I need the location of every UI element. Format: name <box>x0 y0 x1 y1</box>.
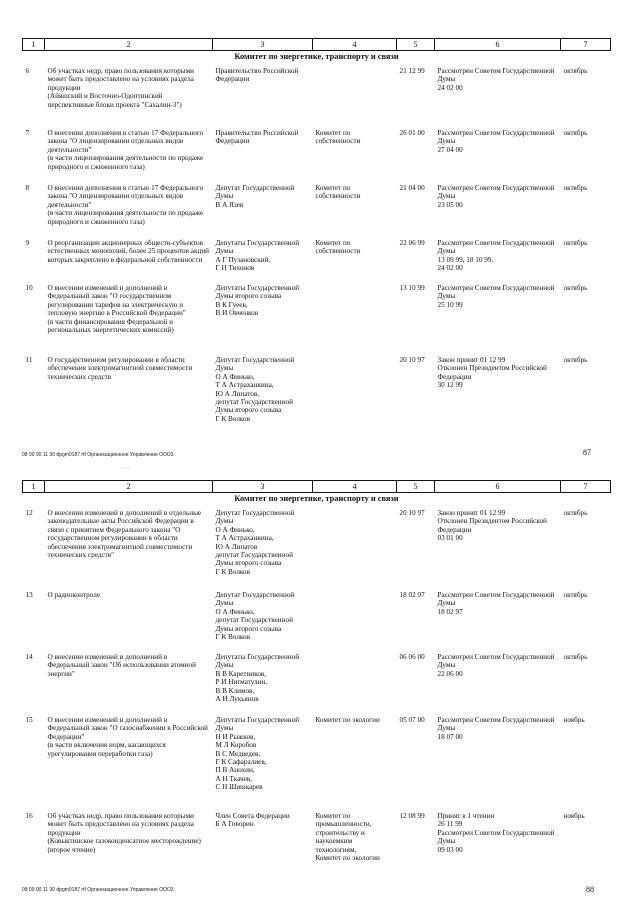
planned-month: ноябрь <box>563 716 585 724</box>
committee-heading: Комитет по энергетике, транспорту и связи <box>234 494 399 503</box>
submission-date: 20 10 97 <box>399 356 425 364</box>
col-header: 6 <box>435 481 561 493</box>
page-footer: 08 09 00 11 30 dpgm0187 rtf Организационное Управление ООО3 <box>22 887 174 893</box>
col-header: 2 <box>45 39 213 51</box>
row-number: 10 <box>25 284 33 292</box>
page-number: 87 <box>583 448 591 457</box>
table-row <box>23 237 611 282</box>
row-number: 12 <box>25 509 33 517</box>
bill-status: Принят в 1 чтении 26 11 99 Рассмотрен Советом Государственной Думы 09 03 00 <box>437 812 555 854</box>
submission-date: 13 10 99 <box>399 284 425 292</box>
planned-month: октябрь <box>563 284 588 292</box>
bill-author: Депутат Государственной Думы В А Язев <box>215 184 295 209</box>
row-number: 6 <box>25 67 30 75</box>
submission-date: 26 01 00 <box>399 129 425 137</box>
bill-status: Рассмотрен Советом Государственной Думы 13 09 99, 18 10 99, 24 02 00 <box>437 239 555 273</box>
co-executor: Комитет по собственности <box>315 129 361 146</box>
table-row <box>23 65 611 127</box>
row-number: 9 <box>25 239 30 247</box>
bill-author: Депутат Государственной Думы О А Финько, Т А Астраханкина, Ю А Липатов депутат Государственной Думы второго созыва Г К Волков <box>215 509 295 576</box>
co-executor <box>313 651 397 714</box>
co-executor <box>313 507 397 589</box>
page-number: 88 <box>586 885 594 894</box>
table-row <box>23 282 611 354</box>
table-row <box>23 651 611 714</box>
bill-status: Закон принят 01 12 99 Отклонен Президентом Российской Федерации 30 12 99 <box>437 356 547 390</box>
bill-author: Депутаты Государственной Думы А Г Пузановский, Г Н Тихонов <box>215 239 300 273</box>
col-header: 1 <box>23 481 45 493</box>
page-footer: 08 09 00 11 30 dpgm0187 rtf Организационное Управление ООО3 <box>22 452 174 458</box>
col-header: 4 <box>313 39 397 51</box>
co-executor: Комитет по промышленности, строительству и наукоемким технологиям, Комитет по экологии <box>315 812 380 863</box>
column-number-header <box>23 39 611 51</box>
table-row <box>23 354 611 438</box>
bill-status: Рассмотрен Советом Государственной Думы 24 02 00 <box>437 67 555 92</box>
bill-author: Депутат Государственной Думы О А Финько, Т А Астраханкина, Ю А Липатов, депутат Государственной Думы второго созыва Г К Волков <box>215 356 295 423</box>
row-number: 13 <box>25 591 33 599</box>
bill-title: Об участках недр, право пользования которыми может быть предоставлено на условиях раздела продукции (Ковыктинское газоконденсатное месторождение) (второе чтение) <box>47 812 201 854</box>
bill-title: О радиоконтроле <box>47 591 101 599</box>
bill-title: О внесении изменений и дополнений в Федеральный закон "О газоснабжении в Российской Федерации" (в части включения норм, касающихся урегулирования переработки газа) <box>47 716 208 758</box>
planned-month: октябрь <box>563 129 588 137</box>
bill-status: Рассмотрен Советом Государственной Думы 22 06 00 <box>437 653 555 678</box>
submission-date: 18 02 97 <box>399 591 425 599</box>
bill-author: Депутат Государственной Думы О А Финько, депутат Государственной Думы второго созыва Г К Волков <box>215 591 295 642</box>
row-number: 16 <box>25 812 33 820</box>
row-number: 11 <box>25 356 33 364</box>
col-header: 3 <box>213 481 313 493</box>
bill-author: Член Совета Федерации Б А Говорин <box>215 812 290 829</box>
planned-month: октябрь <box>563 509 588 517</box>
planned-month: октябрь <box>563 239 588 247</box>
row-number: 7 <box>25 129 30 137</box>
col-header: 1 <box>23 39 45 51</box>
submission-date: 21 12 99 <box>399 67 425 75</box>
bill-status: Рассмотрен Советом Государственной Думы 18 07 00 <box>437 716 555 741</box>
submission-date: 06 06 00 <box>399 653 425 661</box>
bill-title: О государственном регулировании в области обеспечения электромагнитной совместимости технических средств <box>47 356 193 381</box>
bill-title: О внесении изменений и дополнений в Федеральный закон "Об использовании атомной энергии" <box>47 653 196 678</box>
col-header: 7 <box>561 39 611 51</box>
scan-mark: · · · <box>122 466 130 471</box>
bills-table <box>22 480 611 880</box>
bill-title: О внесении дополнения в статью 17 Федерального закона "О лицензировании отдельных видов деятельности" (в части лицензирования деятельности по продаже природного и сжиженного газа) <box>47 129 204 171</box>
planned-month: ноябрь <box>563 812 585 820</box>
bill-author: Депутаты Государственной Думы Н И Рыжков, М Л Коробов В С Медведев, Г К Сафаралиев, П В Анохин, А Н Ткачев, С Н Шишкарев <box>215 716 300 792</box>
col-header: 4 <box>313 481 397 493</box>
submission-date: 20 10 97 <box>399 509 425 517</box>
bill-author: Правительство Российской Федерации <box>215 67 299 84</box>
planned-month: октябрь <box>563 591 588 599</box>
table-row <box>23 127 611 182</box>
bills-table <box>22 38 611 438</box>
planned-month: октябрь <box>563 653 588 661</box>
col-header: 2 <box>45 481 213 493</box>
committee-heading-row <box>23 51 611 66</box>
row-number: 14 <box>25 653 33 661</box>
submission-date: 22 06 99 <box>399 239 425 247</box>
submission-date: 12 08 99 <box>399 812 425 820</box>
co-executor: Комитет по собственности <box>315 184 361 201</box>
bill-title: О реорганизации акционерных обществ-субъектов естественных монополий, более 25 процентов акций которых закреплено в федеральной собственности <box>47 239 210 264</box>
bill-title: О внесении изменений и дополнений в Федеральный закон "О государственном регулировании тарифов на электрическую и тепловую энергию в Российской Федерации" (в части финансирования Федеральной и региональных энергетических комиссий) <box>47 284 186 335</box>
co-executor <box>313 282 397 354</box>
row-number: 15 <box>25 716 33 724</box>
bill-title: Об участках недр, право пользования которыми может быть предоставлено на условиях раздела продукции (Айяшский и Восточно-Одоптинский перспективные блоки проекта "Сахалин-3") <box>47 67 194 109</box>
planned-month: октябрь <box>563 67 588 75</box>
col-header: 3 <box>213 39 313 51</box>
bill-status: Рассмотрен Советом Государственной Думы 25 10 99 <box>437 284 555 309</box>
co-executor <box>313 589 397 651</box>
bill-author: Депутаты Государственной Думы второго созыва В К Гуеев, В И Овченков <box>215 284 300 318</box>
table-row <box>23 714 611 810</box>
bill-author: Депутаты Государственной Думы В В Каретников, Р И Нигматулин, В В Климов, А И Лукьянов <box>215 653 300 704</box>
table-row <box>23 182 611 237</box>
table-row <box>23 507 611 589</box>
bill-author: Правительство Российской Федерации <box>215 129 299 146</box>
table-row <box>23 810 611 880</box>
row-number: 8 <box>25 184 30 192</box>
co-executor: Комитет по собственности <box>315 239 361 256</box>
co-executor <box>313 65 397 127</box>
committee-heading-row <box>23 493 611 508</box>
table-row <box>23 589 611 651</box>
planned-month: октябрь <box>563 356 588 364</box>
bill-status: Закон принят 01 12 99 Отклонен Президентом Российской Федерации 03 01 00 <box>437 509 547 543</box>
co-executor: Комитет по экологии <box>315 716 380 724</box>
bill-status: Рассмотрен Советом Государственной Думы 27 04 00 <box>437 129 555 154</box>
bill-status: Рассмотрен Советом Государственной Думы 23 05 00 <box>437 184 555 209</box>
submission-date: 21 04 00 <box>399 184 425 192</box>
submission-date: 05 07 00 <box>399 716 425 724</box>
planned-month: октябрь <box>563 184 588 192</box>
committee-heading: Комитет по энергетике, транспорту и связи <box>234 52 399 61</box>
col-header: 6 <box>435 39 561 51</box>
bill-title: О внесении дополнения в статью 17 Федерального закона "О лицензировании отдельных видов деятельности" (в части лицензирования деятельности по продаже природного и сжиженного газа) <box>47 184 204 226</box>
document-page-88 <box>0 465 640 900</box>
bill-status: Рассмотрен Советом Государственной Думы 18 02 97 <box>437 591 555 616</box>
col-header: 7 <box>561 481 611 493</box>
bill-title: О внесении изменений и дополнений в отдельные законодательные акты Российской Федерации в связи с принятием Федерального закона "О государственном регулировании в области обеспечения электромагнитной совместимости технических средств" <box>47 509 202 560</box>
col-header: 5 <box>397 481 435 493</box>
co-executor <box>313 354 397 438</box>
column-number-header <box>23 481 611 493</box>
col-header: 5 <box>397 39 435 51</box>
